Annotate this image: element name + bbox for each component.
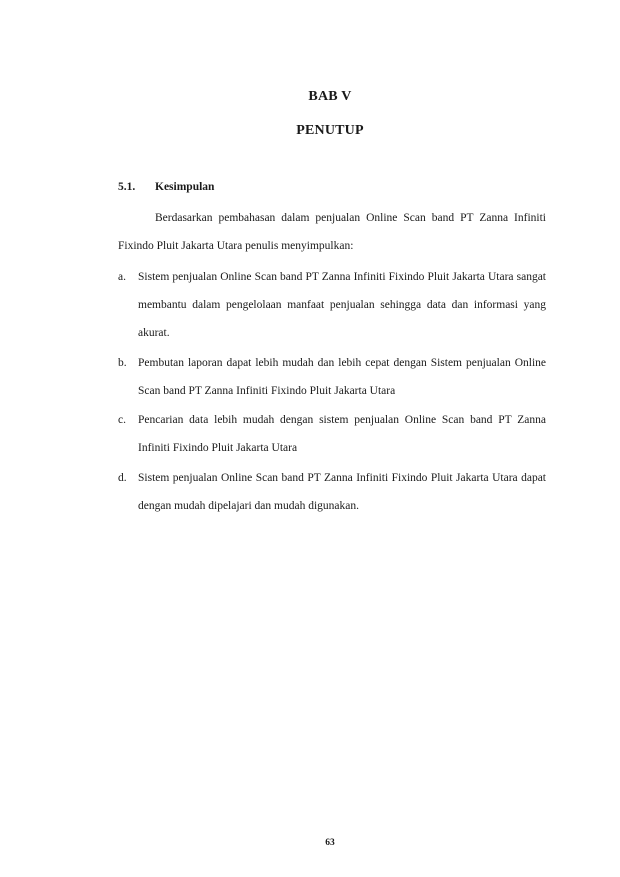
section-title: Kesimpulan <box>155 181 215 193</box>
chapter-title: PENUTUP <box>296 123 364 138</box>
list-item <box>118 263 546 347</box>
chapter-label: BAB V <box>308 89 352 104</box>
list-item <box>118 406 546 462</box>
section-number: 5.1. <box>118 181 136 193</box>
list-marker: c. <box>118 414 126 426</box>
page-number: 63 <box>325 838 335 848</box>
intro-paragraph: Berdasarkan pembahasan dalam penjualan Online Scan band PT Zanna Infiniti Fixindo Pluit Jakarta Utara penulis menyimpulkan: <box>118 212 546 252</box>
list-marker: b. <box>118 357 127 369</box>
list-item-text: Sistem penjualan Online Scan band PT Zanna Infiniti Fixindo Pluit Jakarta Utara dapat dengan mudah dipelajari dan mudah digunakan. <box>138 472 546 512</box>
list-item-text: Pembutan laporan dapat lebih mudah dan lebih cepat dengan Sistem penjualan Online Scan band PT Zanna Infiniti Fixindo Pluit Jakarta Utara <box>138 357 546 397</box>
list-item <box>118 464 546 520</box>
list-marker: d. <box>118 472 127 484</box>
list-item-text: Sistem penjualan Online Scan band PT Zanna Infiniti Fixindo Pluit Jakarta Utara sangat membantu dalam pengelolaan manfaat penjualan sehingga data dan informasi yang akurat. <box>138 271 546 339</box>
list-marker: a. <box>118 271 126 283</box>
list-item-text: Pencarian data lebih mudah dengan sistem penjualan Online Scan band PT Zanna Infiniti Fixindo Pluit Jakarta Utara <box>138 414 546 454</box>
list-item <box>118 349 546 405</box>
